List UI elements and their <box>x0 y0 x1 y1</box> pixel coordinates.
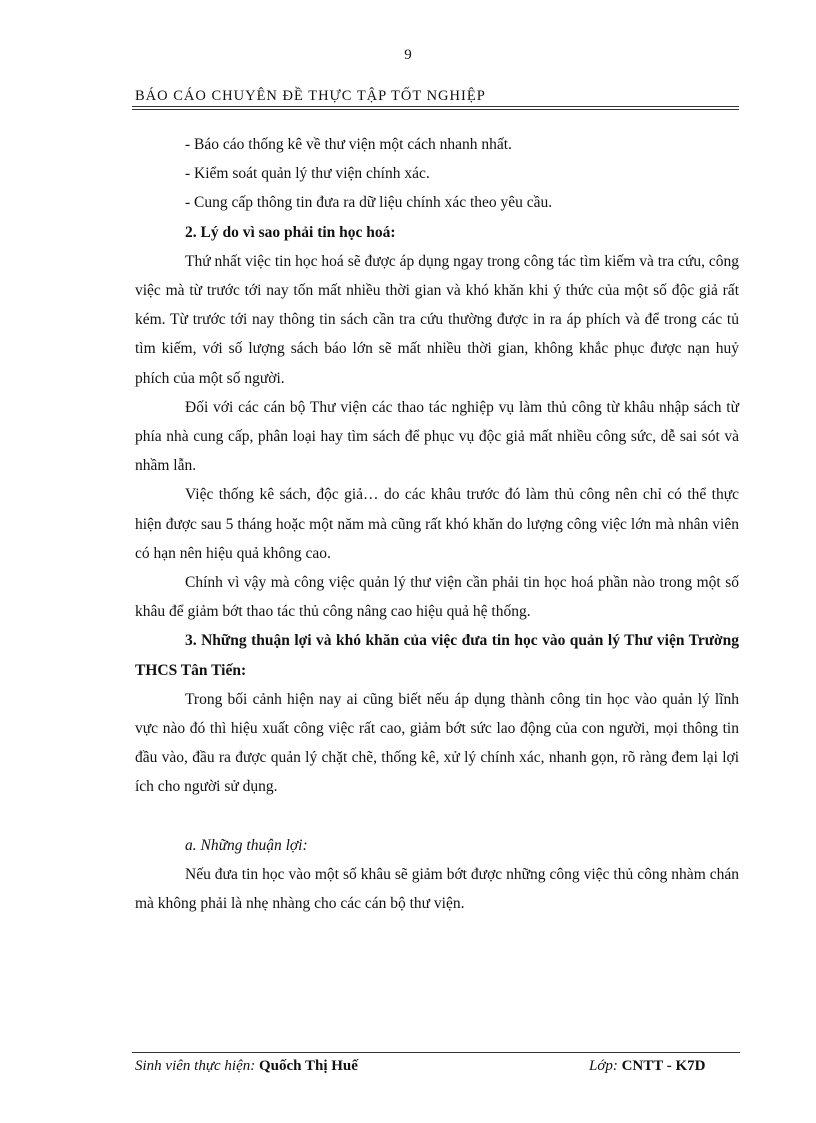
class-value: CNTT - K7D <box>621 1058 706 1074</box>
header-rule <box>132 106 739 107</box>
document-body <box>135 130 739 918</box>
section-3-heading: 3. Những thuận lợi và khó khăn của việc đưa tin học vào quản lý Thư viện Trường THCS Tân Tiến: <box>135 632 739 679</box>
footer-student <box>135 1058 358 1075</box>
bullet-item: - Báo cáo thống kê về thư viện một cách nhanh nhất. <box>185 136 512 153</box>
bullet-item: - Kiểm soát quản lý thư viện chính xác. <box>185 165 430 183</box>
student-name: Quốch Thị Huế <box>258 1058 358 1074</box>
footer-class <box>589 1058 706 1075</box>
paragraph: Chính vì vậy mà công việc quản lý thư viện cần phải tin học hoá phần nào trong một số khâu để giảm bớt thao tác thủ công nâng cao hiệu quả hệ thống. <box>135 574 739 621</box>
paragraph: Việc thống kê sách, độc giả… do các khâu trước đó làm thủ công nên chỉ có thể thực hiện được sau 5 tháng hoặc một năm mà cũng rất khó khăn do lượng công việc lớn mà nhân viên có hạn nên hiệu quả không cao. <box>135 486 739 562</box>
section-2-heading: 2. Lý do vì sao phải tin học hoá: <box>185 223 396 241</box>
class-label: Lớp: <box>589 1058 618 1074</box>
subsection-a-heading: a. Những thuận lợi: <box>185 836 308 854</box>
footer-rule <box>132 1052 740 1053</box>
paragraph: Đối với các cán bộ Thư viện các thao tác nghiệp vụ làm thủ công từ khâu nhập sách từ phía nhà cung cấp, phân loại hay tìm sách để phục vụ độc giả mất nhiều công sức, dễ sai sót và nhầm lẫn. <box>135 398 739 475</box>
header-title: BÁO CÁO CHUYÊN ĐỀ THỰC TẬP TỐT NGHIỆP <box>135 88 486 104</box>
paragraph: Nếu đưa tin học vào một số khâu sẽ giảm bớt được những công việc thủ công nhàm chán mà không phải là nhẹ nhàng cho các cán bộ thư viện. <box>135 865 739 913</box>
header-rule-double <box>132 109 739 110</box>
paragraph: Thứ nhất việc tin học hoá sẽ được áp dụng ngay trong công tác tìm kiếm và tra cứu, công việc mà từ trước tới nay tốn mất nhiều thời gian và khó khăn khi ý thức của một số độc giả rất kém. Từ trước tới nay thông tin sách cần tra cứu thường được in ra áp phích và để trong các tủ tìm kiếm, với số lượng sách báo lớn sẽ mất nhiều thời gian, không khắc phục được nạn huỷ phích của một số người. <box>135 252 739 387</box>
page-number: 9 <box>404 47 412 63</box>
student-label: Sinh viên thực hiện: <box>135 1058 256 1074</box>
bullet-item: - Cung cấp thông tin đưa ra dữ liệu chính xác theo yêu cầu. <box>185 194 553 212</box>
paragraph: Trong bối cảnh hiện nay ai cũng biết nếu áp dụng thành công tin học vào quản lý lĩnh vực nào đó thì hiệu xuất công việc rất cao, giảm bớt sức lao động của con người, mọi thông tin đầu vào, đầu ra được quản lý chặt chẽ, thống kê, xử lý chính xác, nhanh gọn, rõ ràng đem lại lợi ích cho người sử dụng. <box>135 690 739 796</box>
